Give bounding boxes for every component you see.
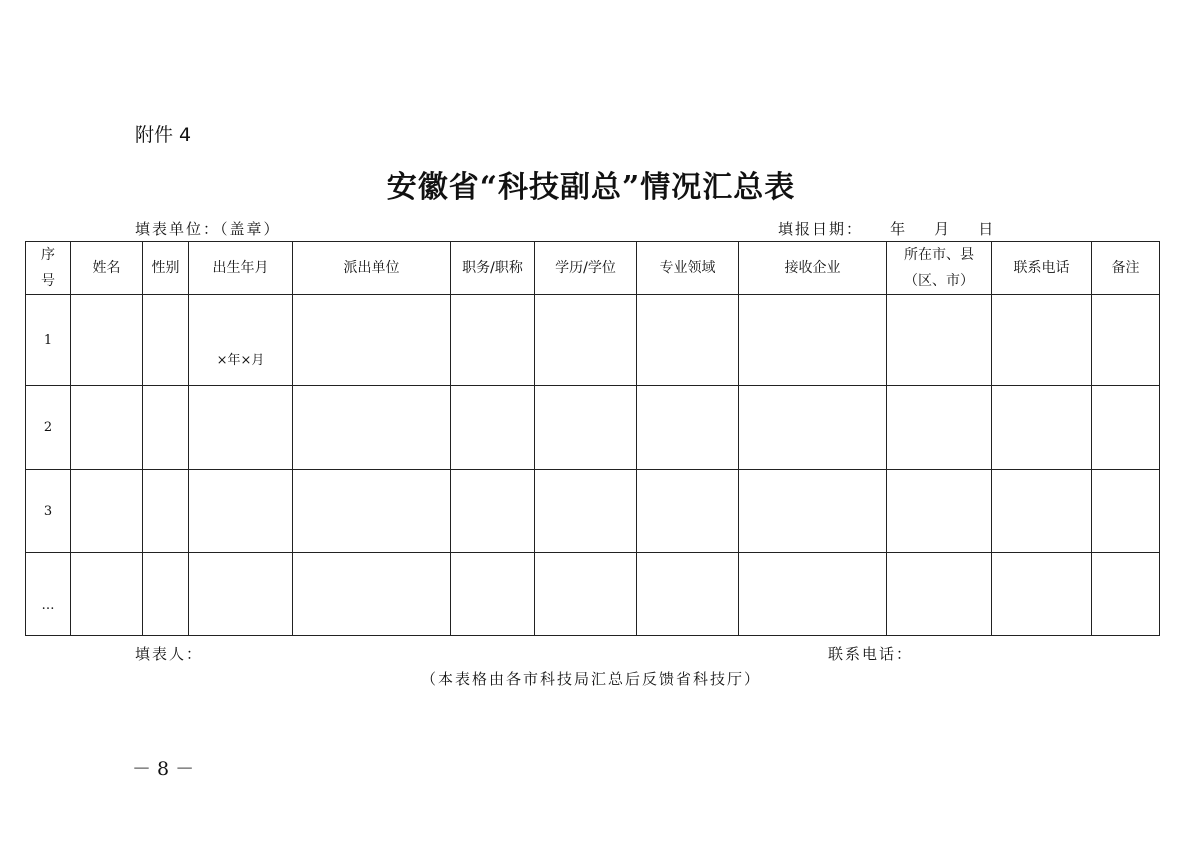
cell-birth[interactable] [189,470,293,553]
cell-birth[interactable]: ×年×月 [189,295,293,386]
header-education: 学历/学位 [535,242,637,295]
cell-location[interactable] [887,295,992,386]
cell-education[interactable] [535,470,637,553]
header-phone: 联系电话 [992,242,1092,295]
cell-birth[interactable] [189,553,293,636]
cell-location[interactable] [887,386,992,470]
cell-receiving-company[interactable] [739,553,887,636]
cell-gender[interactable] [143,386,189,470]
header-position-title: 职务/职称 [451,242,535,295]
header-field: 专业领域 [637,242,739,295]
cell-education[interactable] [535,295,637,386]
cell-remarks[interactable] [1092,295,1160,386]
cell-dispatch-unit[interactable] [293,470,451,553]
header-birth: 出生年月 [189,242,293,295]
cell-position-title[interactable] [451,553,535,636]
cell-gender[interactable] [143,470,189,553]
row-seq: … [26,553,71,636]
table-header-row [26,242,1160,295]
cell-name[interactable] [71,553,143,636]
cell-location[interactable] [887,553,992,636]
cell-receiving-company[interactable] [739,295,887,386]
row-seq: 2 [26,386,71,470]
cell-gender[interactable] [143,553,189,636]
table-row [26,295,1160,386]
cell-receiving-company[interactable] [739,386,887,470]
cell-field[interactable] [637,470,739,553]
cell-phone[interactable] [992,386,1092,470]
table-row [26,386,1160,470]
table-row [26,553,1160,636]
document-title: 安徽省“科技副总”情况汇总表 [386,170,796,205]
cell-remarks[interactable] [1092,386,1160,470]
cell-dispatch-unit[interactable] [293,386,451,470]
cell-location[interactable] [887,470,992,553]
cell-name[interactable] [71,295,143,386]
filler-label: 填表人： [135,645,204,663]
header-remarks: 备注 [1092,242,1160,295]
header-receiving-company: 接收企业 [739,242,887,295]
attachment-label: 附件 4 [135,124,192,146]
cell-remarks[interactable] [1092,553,1160,636]
cell-remarks[interactable] [1092,470,1160,553]
table-row [26,470,1160,553]
cell-name[interactable] [71,470,143,553]
cell-birth[interactable] [189,386,293,470]
header-name: 姓名 [71,242,143,295]
cell-dispatch-unit[interactable] [293,295,451,386]
fill-unit-label: 填表单位：（盖章） [135,220,281,238]
cell-field[interactable] [637,295,739,386]
footnote: （本表格由各市科技局汇总后反馈省科技厅） [420,670,761,688]
cell-phone[interactable] [992,553,1092,636]
cell-position-title[interactable] [451,470,535,553]
cell-field[interactable] [637,386,739,470]
row-seq: 3 [26,470,71,553]
cell-position-title[interactable] [451,386,535,470]
fill-date-label: 填报日期： 年 月 日 [778,220,996,238]
cell-field[interactable] [637,553,739,636]
cell-gender[interactable] [143,295,189,386]
summary-table [25,241,1160,636]
cell-name[interactable] [71,386,143,470]
header-location: 所在市、县 （区、市） [887,242,992,295]
header-seq: 序 号 [26,242,71,295]
cell-phone[interactable] [992,295,1092,386]
cell-dispatch-unit[interactable] [293,553,451,636]
cell-education[interactable] [535,386,637,470]
header-dispatch-unit: 派出单位 [293,242,451,295]
cell-phone[interactable] [992,470,1092,553]
row-seq: 1 [26,295,71,386]
cell-education[interactable] [535,553,637,636]
cell-position-title[interactable] [451,295,535,386]
header-gender: 性别 [143,242,189,295]
cell-receiving-company[interactable] [739,470,887,553]
contact-phone-label: 联系电话： [828,645,914,663]
page-number: － 8 － [132,758,195,780]
